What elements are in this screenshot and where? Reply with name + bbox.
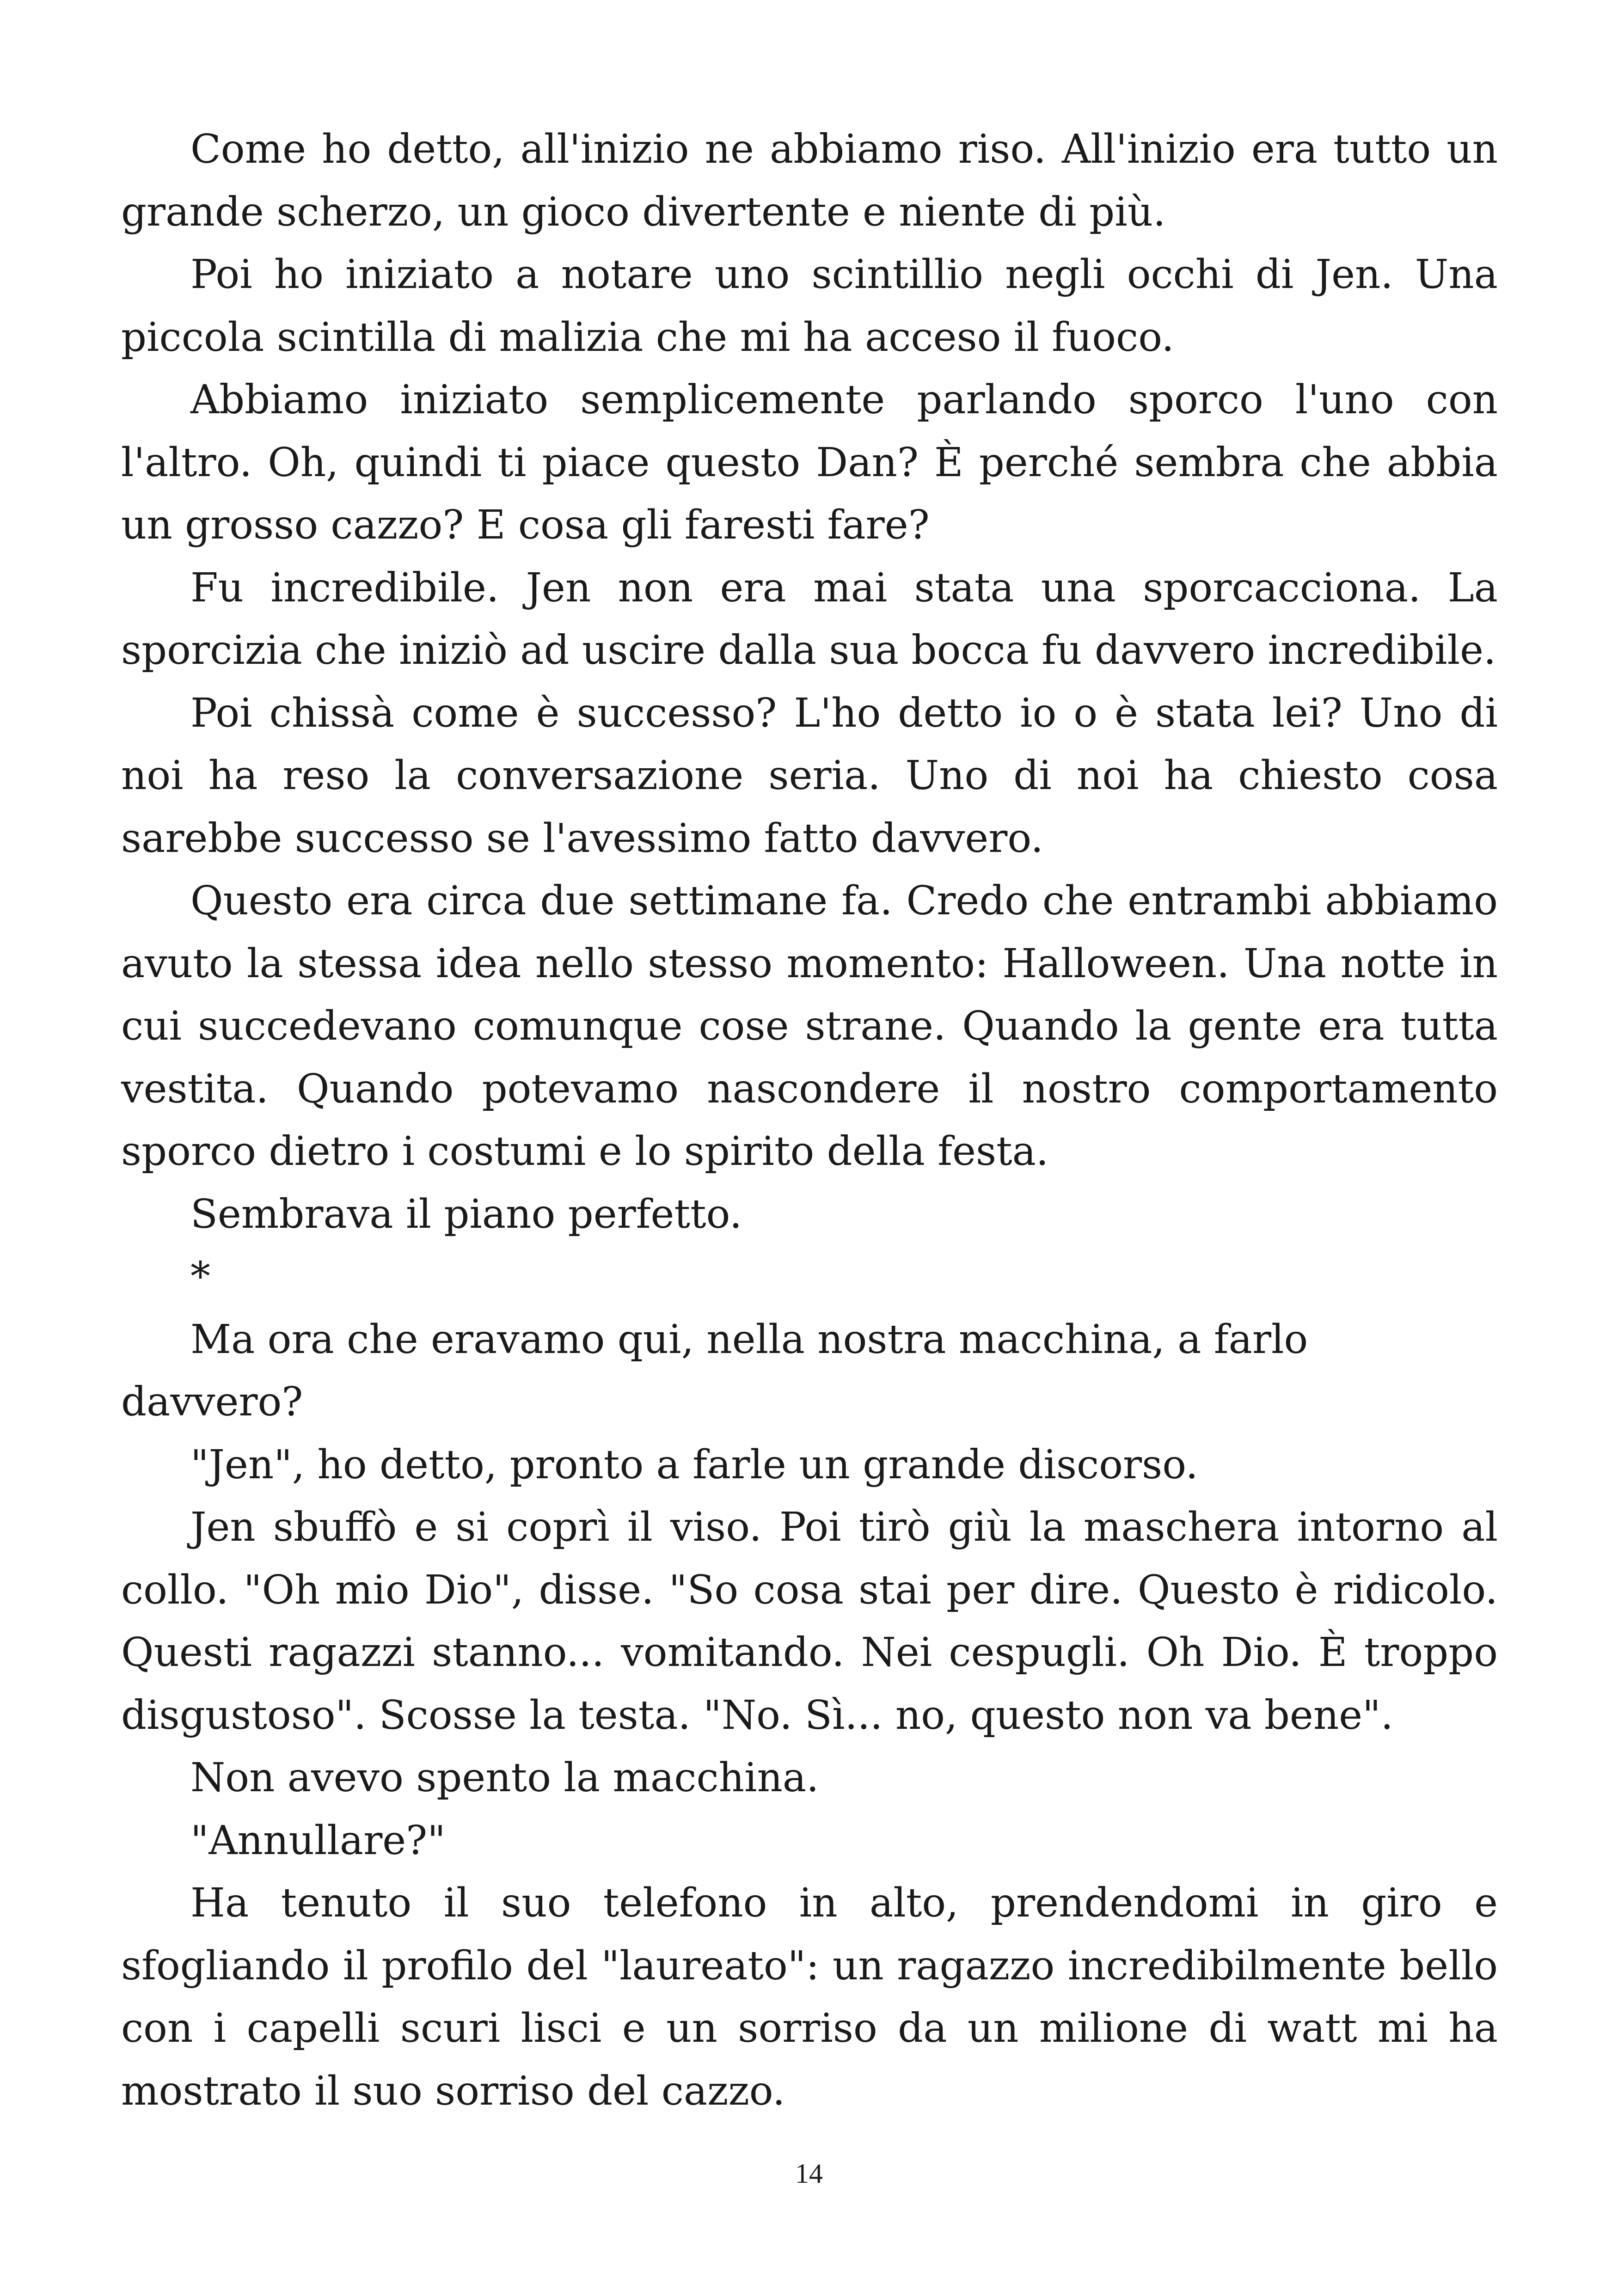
paragraph: Sembrava il piano perfetto.: [190, 1191, 742, 1237]
paragraph: "Annullare?": [190, 1817, 446, 1864]
paragraph: Poi chissà come è successo? L'ho detto io o è stata lei? Uno di noi ha reso la conversazione seria. Uno di noi ha chiesto cosa sarebbe successo se l'avessimo fatto davvero.: [121, 690, 1498, 862]
paragraph: Fu incredibile. Jen non era mai stata una sporcacciona. La sporcizia che iniziò ad uscire dalla sua bocca fu davvero incredibile.: [121, 564, 1498, 673]
paragraph: Ma ora che eravamo qui, nella nostra macchina, a farlo davvero?: [121, 1316, 1308, 1425]
paragraph: Poi ho iniziato a notare uno scintillio negli occhi di Jen. Una piccola scintilla di malizia che mi ha acceso il fuoco.: [121, 251, 1498, 361]
paragraph: Jen sbuffò e si coprì il viso. Poi tirò giù la maschera intorno al collo. "Oh mio Dio", disse. "So cosa stai per dire. Questo è ridicolo. Questi ragazzi stanno... vomitando. Nei cespugli. Oh Dio. È troppo disgustoso". Scosse la testa. "No. Sì... no, questo non va bene".: [121, 1504, 1498, 1739]
paragraph: Abbiamo iniziato semplicemente parlando sporco l'uno con l'altro. Oh, quindi ti piace questo Dan? È perché sembra che abbia un grosso cazzo? E cosa gli faresti fare?: [121, 377, 1498, 548]
scene-break: *: [190, 1254, 210, 1300]
paragraph: Non avevo spento la macchina.: [190, 1755, 819, 1801]
paragraph: "Jen", ho detto, pronto a farle un grande discorso.: [190, 1441, 1198, 1488]
paragraph: Come ho detto, all'inizio ne abbiamo riso. All'inizio era tutto un grande scherzo, un gioco divertente e niente di più.: [121, 126, 1498, 235]
paragraph: Ha tenuto il suo telefono in alto, prendendomi in giro e sfogliando il profilo del "laureato": un ragazzo incredibilmente bello con i capelli scuri lisci e un sorriso da un milione di watt mi ha mostrato il suo sorriso del cazzo.: [121, 1880, 1498, 2114]
paragraph: Questo era circa due settimane fa. Credo che entrambi abbiamo avuto la stessa idea nello stesso momento: Halloween. Una notte in cui succedevano comunque cose strane. Quando la gente era tutta vestita. Quando potevamo nascondere il nostro comportamento sporco dietro i costumi e lo spirito della festa.: [121, 878, 1498, 1175]
page-number: 14: [795, 2158, 823, 2189]
body-text: [121, 118, 1498, 2123]
